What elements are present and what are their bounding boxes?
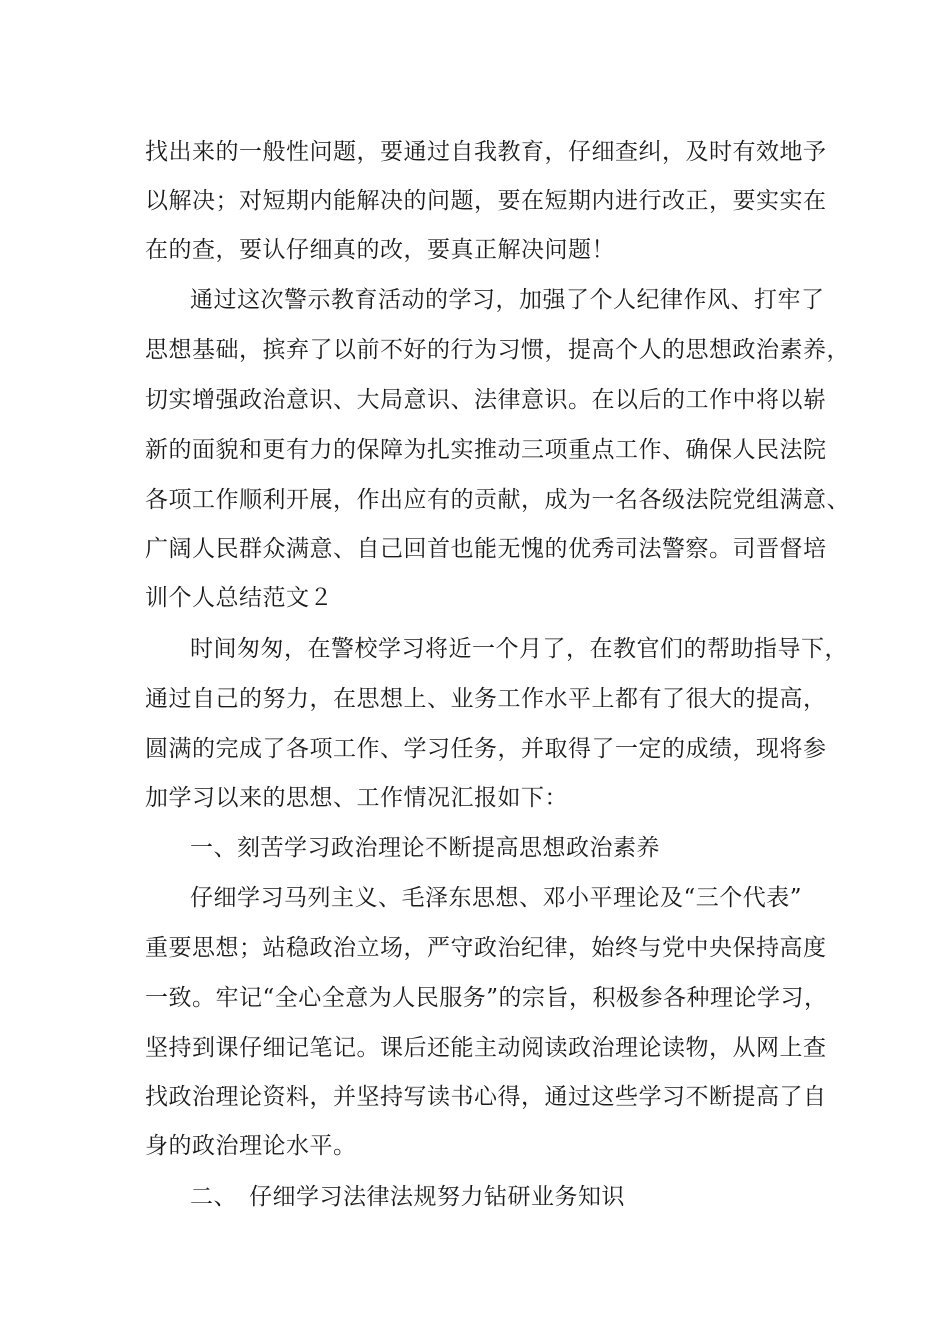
text-line: 训个人总结范文２: [145, 585, 333, 611]
text-line: 切实增强政治意识、大局意识、法律意识。在以后的工作中将以崭: [145, 387, 827, 413]
text-line: 一致。牢记“全心全意为人民服务”的宗旨，积极参各种理论学习，: [145, 985, 828, 1011]
text-line: 时间匆匆，在警校学习将近一个月了，在教官们的帮助指导下，: [190, 636, 848, 662]
text-line: 加学习以来的思想、工作情况汇报如下：: [145, 785, 568, 811]
text-line: 找政治理论资料，并坚持写读书心得，通过这些学习不断提高了自: [145, 1084, 827, 1110]
text-line: 广阔人民群众满意、自己回首也能无愧的优秀司法警察。司晋督培: [145, 536, 827, 562]
section-heading: 二、 仔细学习法律法规努力钻研业务知识: [190, 1184, 625, 1210]
text-line: 坚持到课仔细记笔记。课后还能主动阅读政治理论读物，从网上查: [145, 1035, 827, 1061]
text-line: 仔细学习马列主义、毛泽东思想、邓小平理论及“三个代表”: [190, 885, 803, 911]
text-line: 身的政治理论水平。: [145, 1133, 357, 1159]
text-line: 通过自己的努力，在思想上、业务工作水平上都有了很大的提高，: [145, 686, 827, 712]
text-line: 圆满的完成了各项工作、学习任务，并取得了一定的成绩，现将参: [145, 736, 827, 762]
text-line: 各项工作顺利开展，作出应有的贡献，成为一名各级法院党组满意、: [145, 487, 850, 513]
text-line: 重要思想；站稳政治立场，严守政治纪律，始终与党中央保持高度: [145, 935, 827, 961]
text-line: 以解决；对短期内能解决的问题，要在短期内进行改正，要实实在: [145, 188, 827, 214]
section-heading: 一、刻苦学习政治理论不断提高思想政治素养: [190, 835, 660, 861]
text-line: 在的查，要认仔细真的改，要真正解决问题！: [145, 237, 615, 263]
text-line: 思想基础，摈弃了以前不好的行为习惯，提高个人的思想政治素养，: [145, 337, 850, 363]
text-line: 通过这次警示教育活动的学习，加强了个人纪律作风、打牢了: [190, 287, 825, 313]
text-line: 找出来的一般性问题，要通过自我教育，仔细查纠，及时有效地予: [145, 139, 827, 165]
text-line: 新的面貌和更有力的保障为扎实推动三项重点工作、确保人民法院: [145, 437, 827, 463]
